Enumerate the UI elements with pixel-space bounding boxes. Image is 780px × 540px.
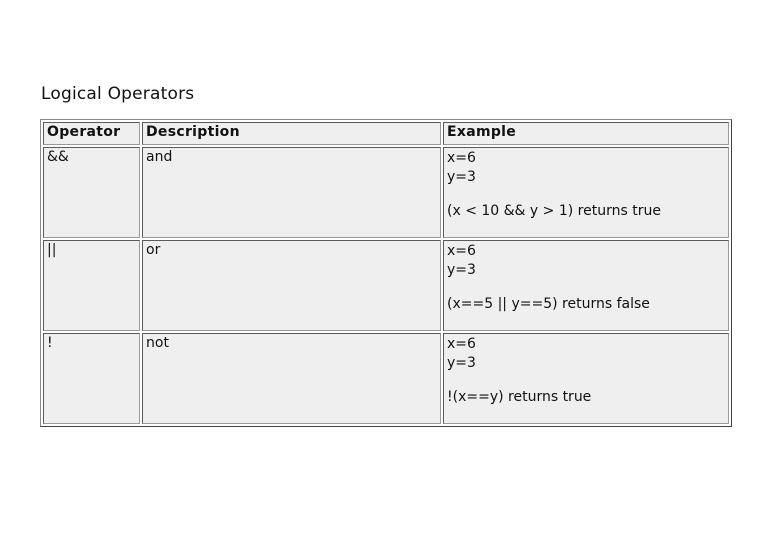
- example-line: y=3: [447, 355, 476, 371]
- example-result: (x < 10 && y > 1) returns true: [447, 203, 661, 219]
- example-result: (x==5 || y==5) returns false: [447, 296, 650, 312]
- description-cell: or: [142, 240, 441, 331]
- example-line: x=6: [447, 243, 476, 259]
- operator-cell: ||: [43, 240, 140, 331]
- example-line: x=6: [447, 336, 476, 352]
- header-example: Example: [443, 122, 729, 145]
- example-line: y=3: [447, 169, 476, 185]
- header-operator: Operator: [43, 122, 140, 145]
- example-cell: [443, 147, 729, 238]
- example-cell: [443, 333, 729, 424]
- table-header-row: [43, 122, 729, 145]
- table-row: [43, 240, 729, 331]
- header-description: Description: [142, 122, 441, 145]
- example-line: x=6: [447, 150, 476, 166]
- table-row: [43, 147, 729, 238]
- logical-operators-table: [40, 119, 732, 427]
- example-result: !(x==y) returns true: [447, 389, 592, 405]
- section-title: Logical Operators: [41, 84, 195, 104]
- operator-cell: &&: [43, 147, 140, 238]
- example-cell: [443, 240, 729, 331]
- description-cell: not: [142, 333, 441, 424]
- operator-cell: !: [43, 333, 140, 424]
- description-cell: and: [142, 147, 441, 238]
- example-line: y=3: [447, 262, 476, 278]
- table-row: [43, 333, 729, 424]
